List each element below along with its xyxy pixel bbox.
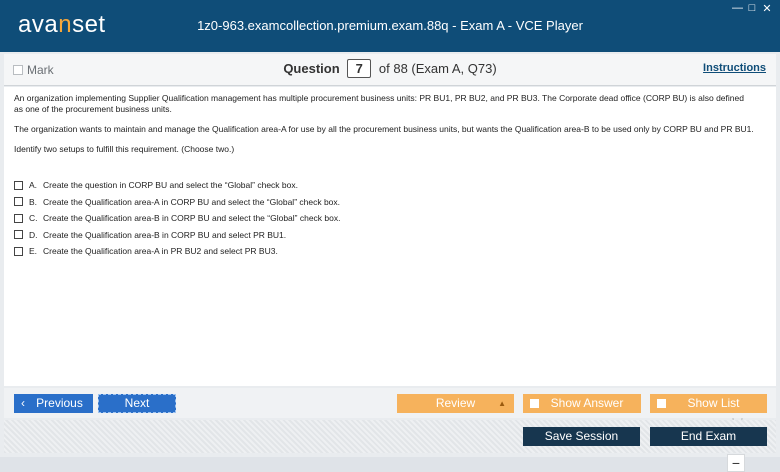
end-exam-button[interactable]: End Exam: [650, 427, 767, 446]
option-checkbox[interactable]: [14, 197, 23, 206]
answer-option-a[interactable]: [14, 177, 754, 194]
option-letter: A.: [29, 180, 38, 191]
navigation-bar: [4, 388, 776, 418]
previous-label: Previous: [36, 396, 83, 410]
option-text: Create the Qualification area-A in CORP BU and select the “Global” check box.: [43, 196, 341, 207]
answer-option-d[interactable]: [14, 227, 754, 244]
review-button[interactable]: [397, 394, 514, 413]
window-title: 1z0-963.examcollection.premium.exam.88q - Exam A - VCE Player: [197, 18, 583, 33]
question-number-input[interactable]: 7: [347, 59, 371, 78]
option-letter: C.: [29, 213, 38, 224]
instructions-link[interactable]: Instructions: [703, 62, 766, 74]
question-bar: [4, 54, 776, 86]
show-answer-button[interactable]: [523, 394, 641, 413]
show-answer-checkbox[interactable]: [530, 399, 539, 408]
question-label: Question: [283, 61, 340, 76]
option-checkbox[interactable]: [14, 247, 23, 256]
option-text: Create the Qualification area-A in PR BU2 and select PR BU3.: [43, 246, 278, 257]
mark-label: Mark: [27, 63, 54, 77]
answer-options: [14, 177, 754, 260]
chevron-left-icon: ‹: [21, 396, 25, 410]
logo-text-end: set: [72, 11, 106, 38]
show-list-checkbox[interactable]: [657, 399, 666, 408]
window-controls: [732, 2, 772, 15]
option-letter: B.: [29, 196, 38, 207]
option-checkbox[interactable]: [14, 181, 23, 190]
option-letter: D.: [29, 229, 38, 240]
logo-text: ava: [18, 11, 59, 38]
option-letter: E.: [29, 246, 38, 257]
caret-up-icon: ▲: [498, 399, 506, 408]
option-text: Create the question in CORP BU and select the “Global” check box.: [43, 180, 298, 191]
question-paragraph: An organization implementing Supplier Qualification management has multiple procurement business units: PR BU1, PR BU2, and PR BU3. The Corporate dead office (CORP BU) is also defined as one of the procurement business units.: [14, 93, 744, 114]
question-of-text: of 88 (Exam A, Q73): [378, 61, 497, 76]
option-checkbox[interactable]: [14, 214, 23, 223]
answer-option-c[interactable]: [14, 210, 754, 227]
question-paragraph: Identify two setups to fulfill this requirement. (Choose two.): [14, 144, 235, 154]
show-answer-label: Show Answer: [550, 396, 624, 410]
previous-button[interactable]: [14, 394, 93, 413]
question-paragraph: The organization wants to maintain and manage the Qualification area-A for use by all the procurement business units, but wants the Qualification area-B to be used only by CORP BU and PR BU1.: [14, 124, 754, 134]
option-text: Create the Qualification area-B in CORP BU and select the “Global” check box.: [43, 213, 341, 224]
option-checkbox[interactable]: [14, 230, 23, 239]
option-text: Create the Qualification area-B in CORP BU and select PR BU1.: [43, 229, 287, 240]
answer-option-e[interactable]: [14, 243, 754, 260]
footer-bar: [4, 420, 776, 453]
save-session-button[interactable]: Save Session: [523, 427, 640, 446]
next-button[interactable]: Next: [98, 394, 176, 413]
title-bar: [0, 0, 780, 52]
zoom-out-button[interactable]: −: [727, 454, 745, 472]
close-icon[interactable]: ✕: [762, 3, 772, 15]
show-list-label: Show List: [687, 396, 740, 410]
question-text: [14, 93, 754, 164]
minimize-icon[interactable]: —: [732, 2, 743, 14]
maximize-icon[interactable]: □: [748, 2, 756, 14]
logo-accent: n: [58, 11, 73, 38]
review-label: Review: [435, 396, 476, 410]
question-counter: [4, 59, 776, 78]
answer-option-b[interactable]: [14, 194, 754, 211]
show-list-button[interactable]: [650, 394, 767, 413]
